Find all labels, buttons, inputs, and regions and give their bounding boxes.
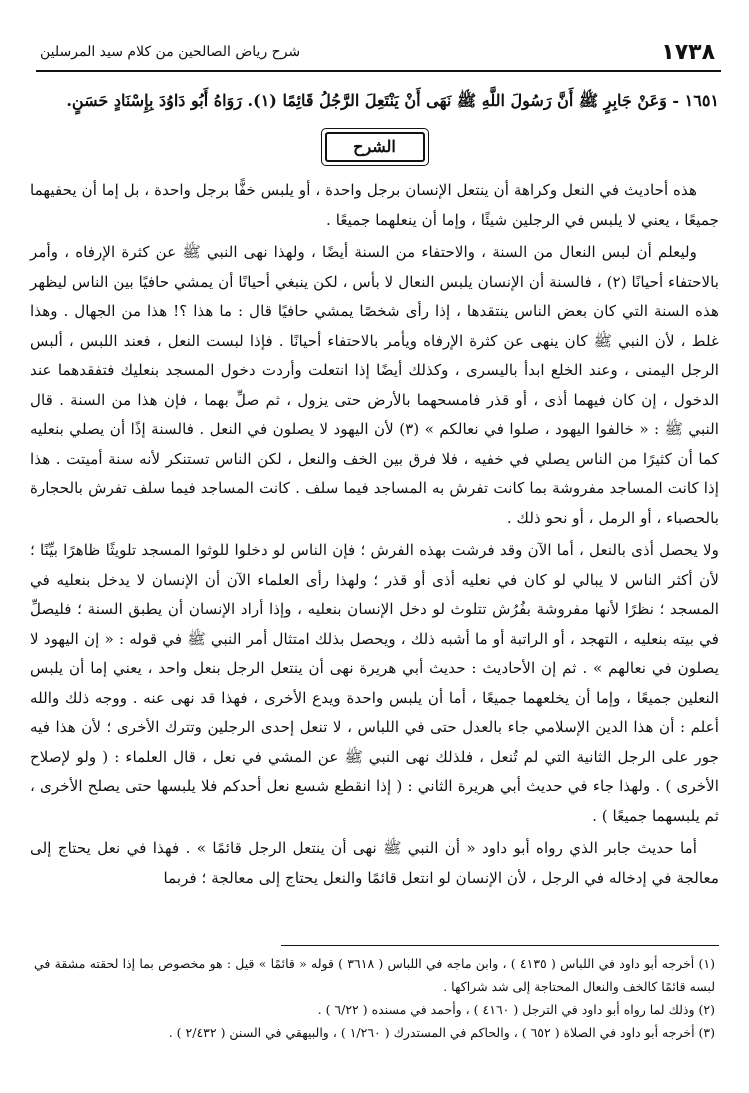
hadith-text: ١٦٥١ - وَعَنْ جَابِرٍ ﷺ أَنَّ رَسُولَ اللَّهِ ﷺ نَهَى أَنْ يَنْتَعِلَ الرَّجُلُ قَائِمًا (١). رَوَاهُ أَبُو دَاوُدَ بِإِسْنَادٍ حَسَنٍ. [66, 91, 719, 110]
paragraph: ولا يحصل أذى بالنعل ، أما الآن وقد فرشت بهذه الفرش ؛ فإن الناس لو دخلوا للوثوا المسجد تلويثًا ظاهرًا بيِّنًا ؛ لأن أكثر الناس لا يبالي لو كان في نعليه أذى أو قذر ؛ ولهذا رأى العلماء الآن أن الإنسان لا يدخل بنعليه في المسجد ؛ نظرًا لأنها مفروشة بفُرُش تتلوث لو دخل الإنسان بنعليه ، وإذا أراد الإنسان أن يطبق السنة ؛ فليصلِّ في بيته بنعليه ، التهجد ، أو الراتبة أو ما أشبه ذلك ، ويحصل بذلك امتثال أمر النبي ﷺ في قوله : « إن اليهود لا يصلون في نعالهم » . ثم إن الأحاديث : حديث أبي هريرة نهى أن ينتعل الرجل بنعل واحد ، يعني إما أن يلبس النعلين جميعًا ، وإما أن يخلعهما جميعًا ، أما أن يلبس واحدة ويدع الأخرى ، فهذا قد نهى عنه . ووجه ذلك والله أعلم : أن هذا الدين الإسلامي جاء بالعدل حتى في اللباس ، لا تنعل إحدى الرجلين وتترك الأخرى ؛ لأن هذا فيه جور على الرجل الثانية التي لم تُنعل ، فلذلك نهى النبي ﷺ عن المشي في نعل ، قال العلماء : ( ولو لإصلاح الأخرى ) . ولهذا جاء في حديث أبي هريرة الثاني : ( إذا انقطع شسع نعل أحدكم فلا يلبسها حتى يصلح الأخرى ، ثم يلبسهما جميعًا ) . [30, 541, 719, 825]
paragraph: هذه أحاديث في النعل وكراهة أن ينتعل الإنسان برجل واحدة ، أو يلبس خفًّا برجل واحدة ، بل إما أن يحفيهما جميعًا ، يعني لا يلبس في الرجلين شيئًا ، وإما أن ينعلهما جميعًا . [30, 181, 719, 229]
footnote: (٢) وذلك لما رواه أبو داود في الترجل ( ٤١٦٠ ) ، وأحمد في مسنده ( ٦/٢٢ ) . [317, 1002, 715, 1017]
page-header [36, 40, 721, 72]
footnotes [34, 952, 715, 1044]
footnote: (١) أخرجه أبو داود في اللباس ( ٤١٣٥ ) ، وابن ماجه في اللباس ( ٣٦١٨ ) قوله « قائمًا » قيل : هو مخصوص بما إذا لحقته مشقة في لبسه قائمًا كالخف والنعال المحتاجة إلى شد شراكها . [34, 956, 715, 994]
footnote-separator [281, 945, 719, 946]
commentary-body [30, 176, 719, 896]
paragraph: أما حديث جابر الذي رواه أبو داود « أن النبي ﷺ نهى أن ينتعل الرجل قائمًا » . فهذا في نعل يحتاج إلى معالجة في إدخاله في الرجل ، لأن الإنسان لو انتعل قائمًا والنعل يحتاج إلى معالجة ؛ فربما [30, 839, 719, 887]
running-title: شرح رياض الصالحين من كلام سيد المرسلين [40, 44, 301, 60]
section-heading: الشرح [325, 132, 425, 162]
footnote: (٣) أخرجه أبو داود في الصلاة ( ٦٥٢ ) ، والحاكم في المستدرك ( ١/٢٦٠ ) ، والبيهقي في السنن ( ٢/٤٣٢ ) . [168, 1025, 715, 1040]
paragraph: وليعلم أن لبس النعال من السنة ، والاحتفاء من السنة أيضًا ، ولهذا نهى النبي ﷺ عن كثرة الإرفاه ، وأمر بالاحتفاء أحيانًا (٢) ، فالسنة أن الإنسان يلبس النعال لا بأس ، لكن ينبغي أحيانًا أن يمشي حافيًا بين الناس ليظهر هذه السنة التي كان بعض الناس ينتقدها ، إذا رأى شخصًا يمشي حافيًا قال : ما هذا ؟! هذا من الجهال . وهذا غلط ، لأن النبي ﷺ كان ينهى عن كثرة الإرفاه ويأمر بالاحتفاء أحيانًا . فإذا لبست النعل ، فعند اللبس ، ألبس الرجل اليمنى ، وعند الخلع ابدأ باليسرى ، وكذلك أيضًا إذا انتعلت وأردت دخول المسجد بنعليك فتفقدهما عند الدخول ، إن كان فيهما أذى ، أو قذر فامسحهما بالأرض حتى يزول ، ثم صلِّ بهما ، فإن هذا من السنة . قال النبي ﷺ : « خالفوا اليهود ، صلوا في نعالكم » (٣) لأن اليهود لا يصلون في النعل . فالسنة إذًا أن يصلي بنعليه كما أن كثيرًا من الناس يصلي في خفيه ، فلا فرق بين الخف والنعل ، لكن الناس تستنكر لأنه سنة أميتت . هذا إذا كانت المساجد مفروشة بما كانت تفرش به المساجد فيما سلف . كانت المساجد فيما سلف تفرش بالحجارة بالحصباء ، أو الرمل ، أو نحو ذلك . [30, 243, 719, 527]
page-number: ١٧٣٨ [661, 40, 715, 65]
